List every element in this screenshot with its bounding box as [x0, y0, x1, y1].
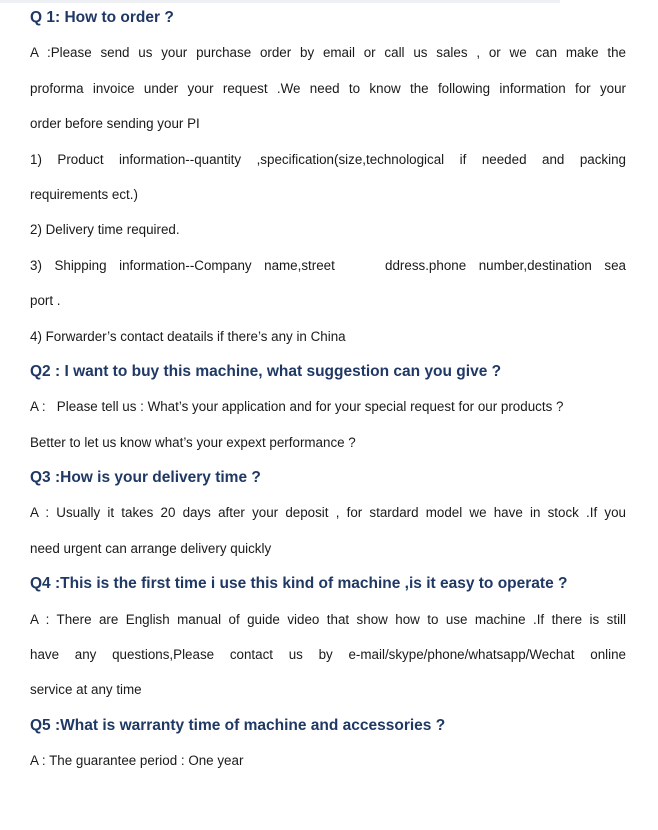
faq-item-q3 [30, 460, 626, 566]
question-heading: Q5 :What is warranty time of machine and accessories ? [30, 716, 446, 734]
answer-line: have any questions,Please contact us by e-mail/skype/phone/whatsapp/Wechat online [30, 647, 626, 663]
answer-line: requirements ect.) [30, 186, 138, 202]
answer-line: service at any time [30, 682, 142, 698]
answer-line: A : Please tell us : What’s your application and for your special request for our products ? [30, 399, 564, 415]
answer-line: order before sending your PI [30, 116, 200, 132]
answer-line: need urgent can arrange delivery quickly [30, 540, 272, 556]
answer-line: 2) Delivery time required. [30, 222, 180, 238]
answer-line: A : Usually it takes 20 days after your deposit , for stardard model we have in stock .If you [30, 505, 626, 521]
question-heading: Q 1: How to order ? [30, 9, 174, 26]
answer-line: Better to let us know what’s your expext performance ? [30, 434, 356, 450]
faq-item-q4 [30, 566, 626, 708]
answer-line: 3) Shipping information--Company name,street ddress.phone number,destination sea [30, 257, 626, 273]
question-heading: Q4 :This is the first time i use this kind of machine ,is it easy to operate ? [30, 575, 568, 593]
answer-line: 4) Forwarder’s contact deatails if there’s any in China [30, 328, 346, 344]
faq-document [30, 0, 626, 779]
question-heading: Q3 :How is your delivery time ? [30, 469, 261, 487]
answer-line: A : The guarantee period : One year [30, 753, 244, 769]
answer-line: A :Please send us your purchase order by email or call us sales , or we can make the [30, 45, 626, 61]
answer-line: 1) Product information--quantity ,specification(size,technological if needed and packing [30, 151, 626, 167]
faq-item-q5 [30, 708, 626, 779]
answer-line: port . [30, 293, 61, 309]
answer-line: proforma invoice under your request .We need to know the following information for your [30, 80, 626, 96]
question-heading: Q2 : I want to buy this machine, what suggestion can you give ? [30, 362, 502, 380]
faq-item-q2 [30, 354, 626, 460]
answer-line: A : There are English manual of guide video that show how to use machine .If there is still [30, 611, 626, 627]
faq-item-q1 [30, 0, 626, 354]
